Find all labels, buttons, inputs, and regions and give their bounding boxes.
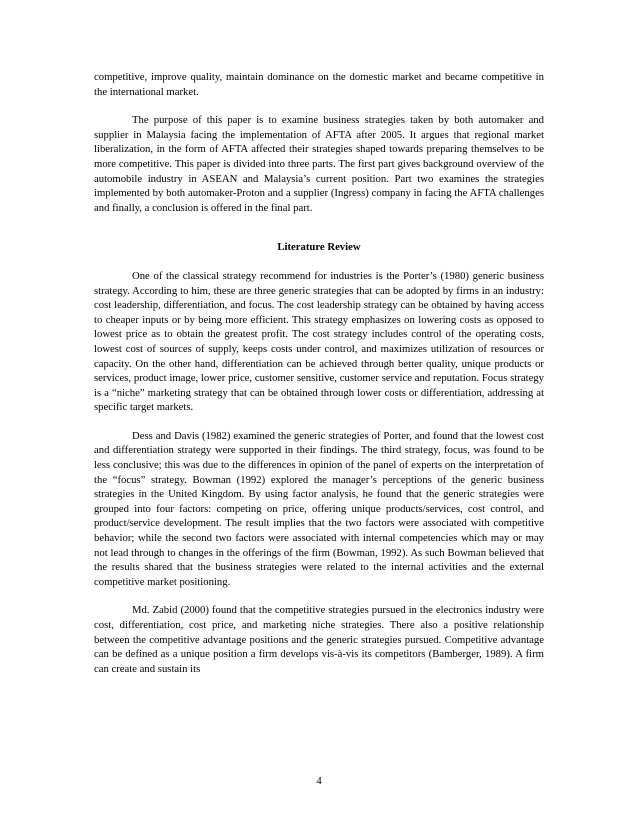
paragraph-purpose: The purpose of this paper is to examine business strategies taken by both automaker and supplier in Malaysia facing the implementation of AFTA after 2005. It argues that regional market liberalization, in the form of AFTA affected their strategies shaped towards preparing themselves to be more competitive. This paper is divided into three parts. The first part gives background overview of the automobile industry in ASEAN and Malaysia’s current position. Part two examines the strategies implemented by both automaker-Proton and a supplier (Ingress) company in facing the AFTA challenges and finally, a conclusion is offered in the final part.	[94, 114, 544, 214]
page-number: 4	[316, 775, 322, 787]
paragraph-porter: One of the classical strategy recommend for industries is the Porter’s (1980) generic business strategy. According to him, these are three generic strategies that can be adopted by firms in an industry: cost leadership, differentiation, and focus. The cost leadership strategy can be obtained by having access to cheaper inputs or by being more efficient. This strategy emphasizes on lowering costs as opposed to lowest price as to obtain the greatest profit. The cost strategy includes control of the operating costs, lowest cost of sources of supply, keeps costs under control, and maximizes utilization of resources or capacity. On the other hand, differentiation can be achieved through better quality, unique products or services, product image, lower price, customer sensitive, customer service and reputation. Focus strategy is a “niche” marketing strategy that can be obtained through lower costs or differentiation, addressing at specific target markets.	[94, 269, 544, 414]
paragraph-zabid: Md. Zabid (2000) found that the competitive strategies pursued in the electronics industry were cost, differentiation, cost price, and marketing niche strategies. There also a positive relationship between the competitive advantage positions and the generic strategies pursued. Competitive advantage can be defined as a unique position a firm develops vis-à-vis its competitors (Bamberger, 1989). A firm can create and sustain its	[94, 604, 544, 675]
page-body	[94, 70, 544, 676]
paragraph-dess-davis: Dess and Davis (1982) examined the generic strategies of Porter, and found that the lowest cost and differentiation strategy were supported in their findings. The third strategy, focus, was found to be less conclusive; this was due to the differences in opinion of the panel of experts on the interpretation of the “focus” strategy. Bowman (1992) explored the manager’s perceptions of the generic business strategies in the United Kingdom. By using factor analysis, he found that the generic strategies were grouped into four factors: competing on price, offering unique products/services, cost control, and product/service development. The result implies that the two factors were associated with competitive behavior; while the second two factors were associated with internal competencies which may or may not lead through to changes in the offerings of the firm (Bowman, 1992). As such Bowman believed that the results shared that the business strategies were related to the internal activities and the external competitive market positioning.	[94, 429, 544, 588]
paragraph-continuation: competitive, improve quality, maintain dominance on the domestic market and became competitive in the international market.	[94, 71, 544, 98]
section-heading: Literature Review	[277, 241, 361, 254]
